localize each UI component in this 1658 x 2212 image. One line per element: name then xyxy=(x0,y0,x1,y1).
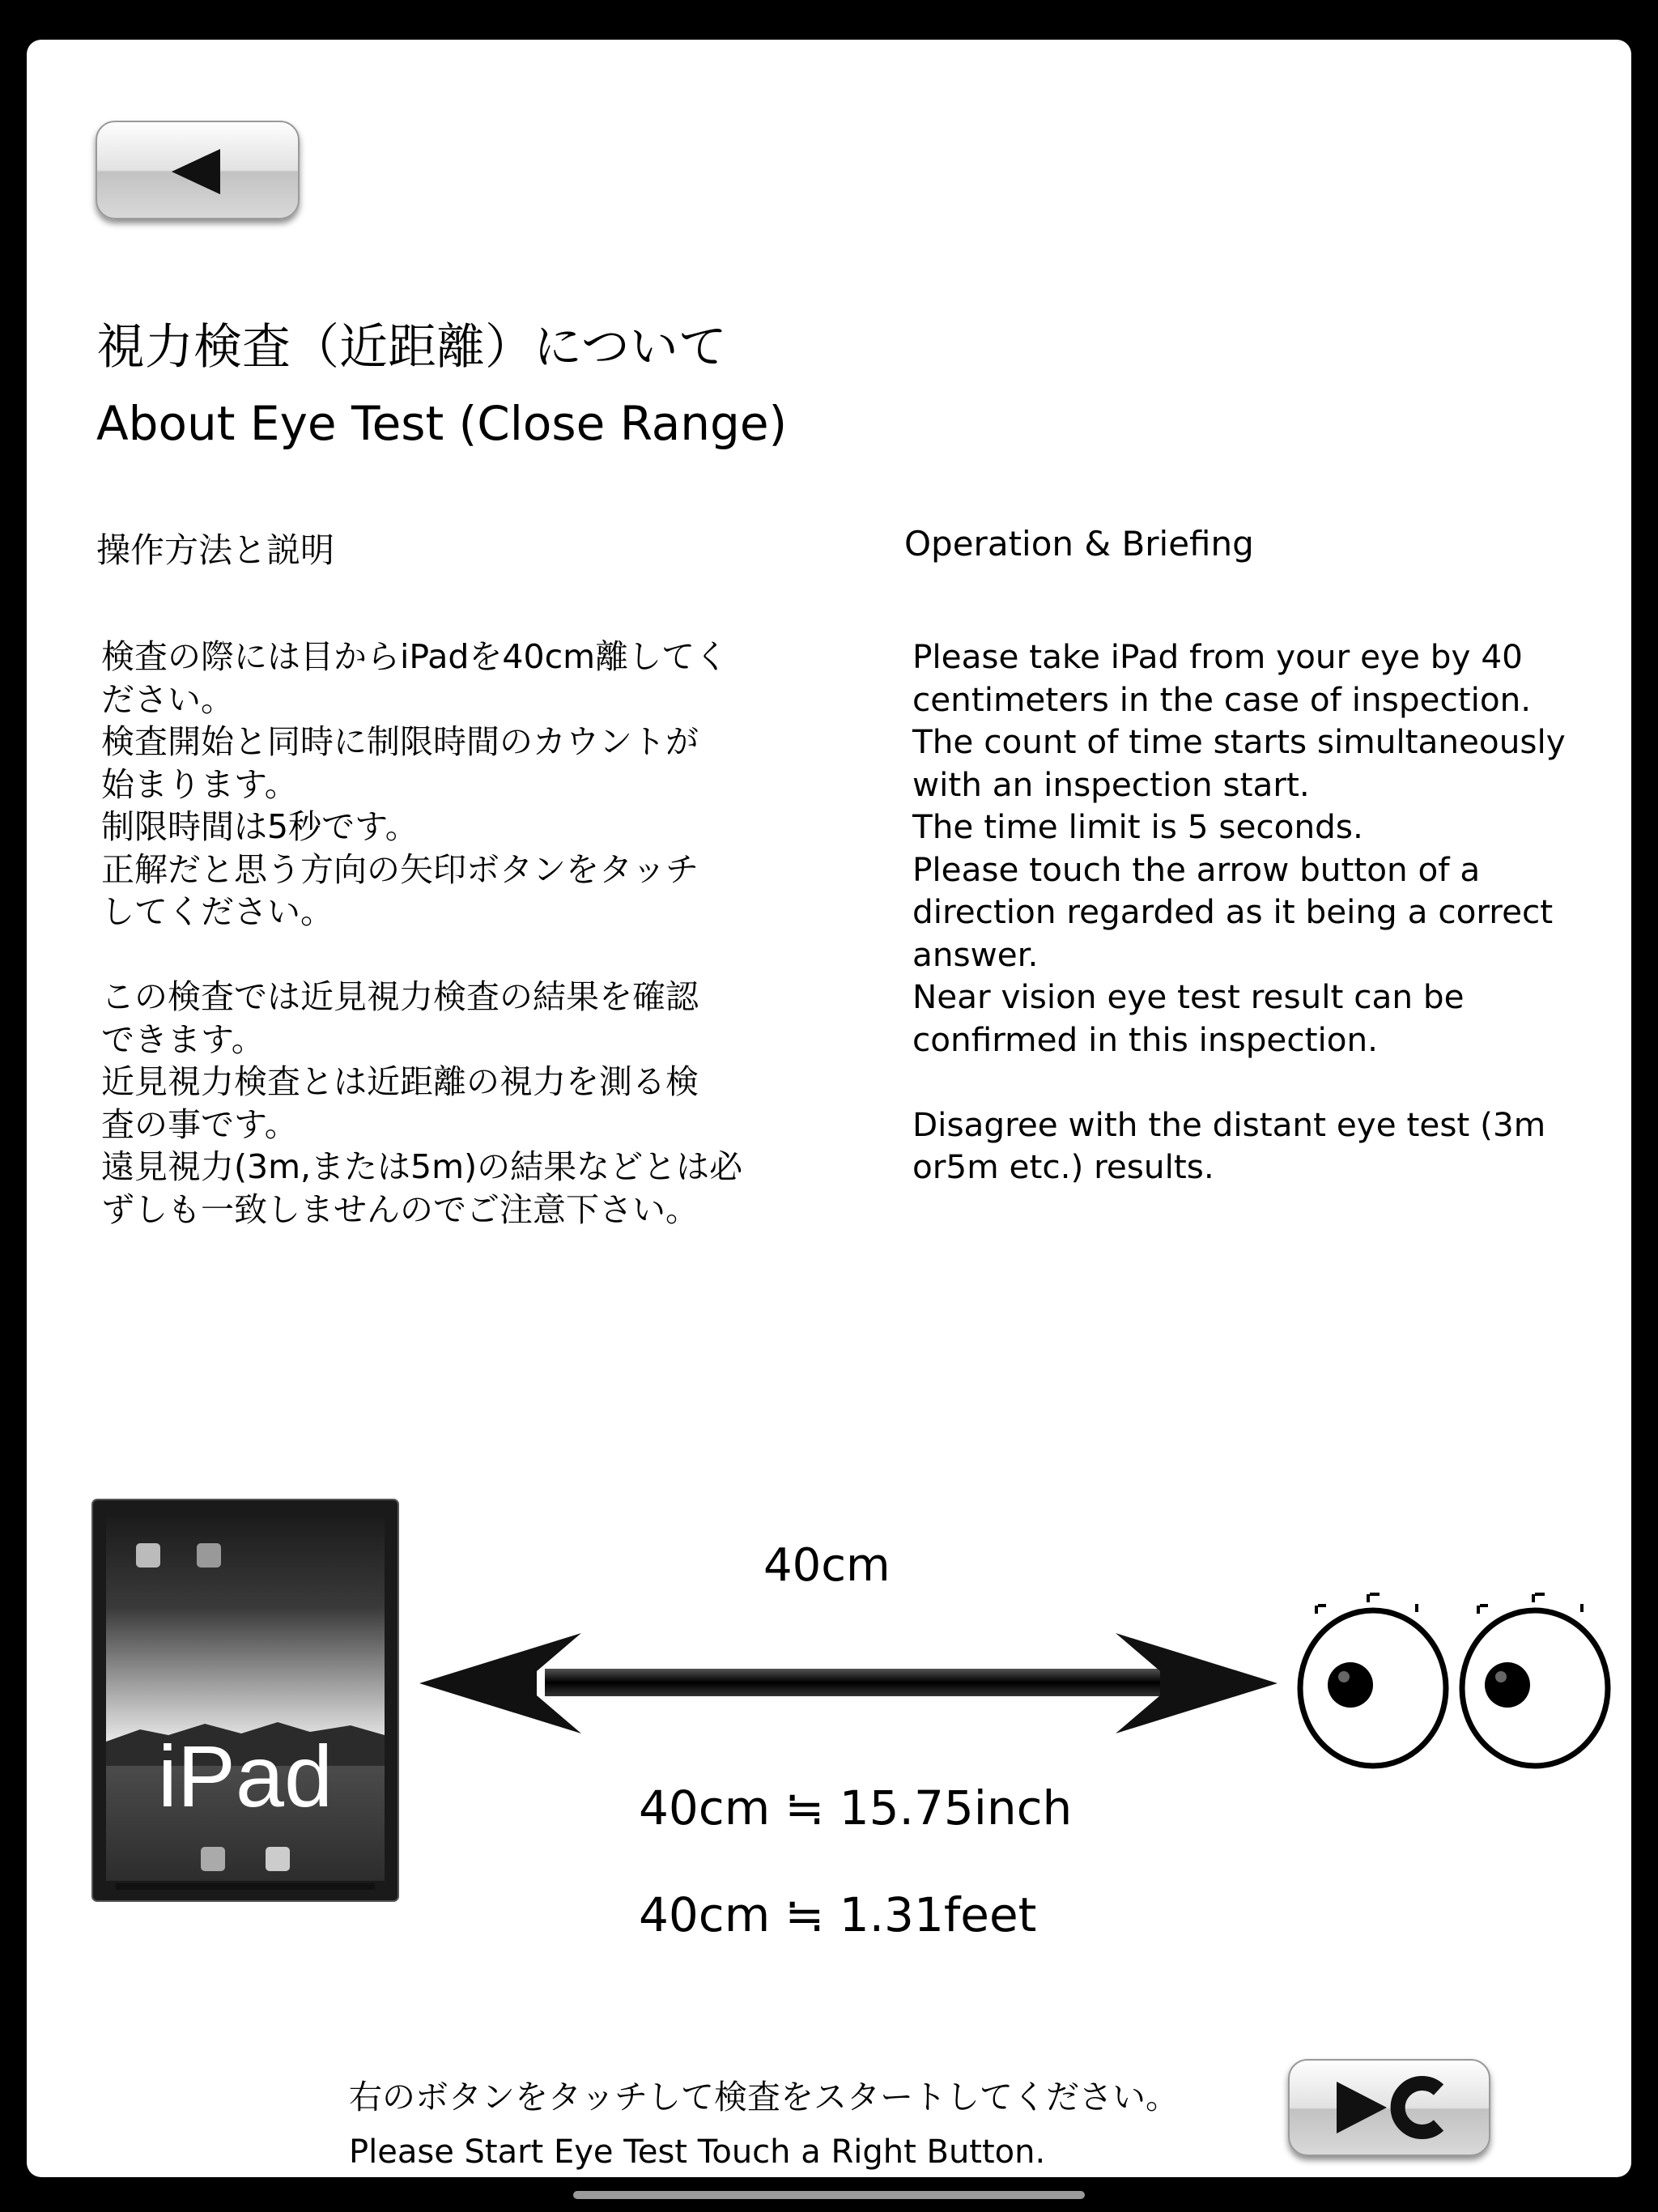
en-line: Please take iPad from your eye by 40 xyxy=(912,637,1523,676)
jp-line: 遠見視力(3m,または5m)の結果などとは必 xyxy=(101,1147,743,1186)
jp-line: 正解だと思う方向の矢印ボタンをタッチ xyxy=(101,849,699,889)
section-heading-en: Operation & Briefing xyxy=(904,524,1254,564)
distance-label: 40cm xyxy=(763,1539,891,1592)
play-c-icon xyxy=(1288,2059,1490,2156)
en-line: Near vision eye test result can be xyxy=(912,977,1465,1016)
en-line: with an inspection start. xyxy=(912,764,1310,804)
page-title-en: About Eye Test (Close Range) xyxy=(96,396,788,451)
section-heading-jp: 操作方法と説明 xyxy=(96,530,335,570)
jp-line: 制限時間は5秒です。 xyxy=(101,807,419,846)
en-line: confirmed in this inspection. xyxy=(912,1019,1379,1059)
conversion-inch: 40cm ≒ 15.75inch xyxy=(639,1780,1073,1836)
conversion-feet: 40cm ≒ 1.31feet xyxy=(639,1887,1037,1942)
jp-line xyxy=(101,934,806,976)
start-test-button[interactable] xyxy=(1288,2059,1490,2156)
en-line: answer. xyxy=(912,934,1039,974)
start-instruction-en: Please Start Eye Test Touch a Right Button. xyxy=(349,2133,1046,2171)
briefing-text-en xyxy=(912,636,1625,1189)
ipad-label: iPad xyxy=(157,1727,334,1825)
jp-line: 検査の際には目からiPadを40cm離してく xyxy=(101,637,729,676)
jp-line: できます。 xyxy=(101,1019,265,1059)
jp-line: してください。 xyxy=(101,892,334,931)
start-instruction-jp: 右のボタンをタッチして検査をスタートしてください。 xyxy=(349,2078,1179,2116)
eyes-icon xyxy=(1294,1593,1618,1771)
en-line: The time limit is 5 seconds. xyxy=(912,807,1363,846)
page-title-jp: 視力検査（近距離）について xyxy=(96,319,727,376)
jp-line: この検査では近見視力検査の結果を確認 xyxy=(101,977,699,1016)
en-line: centimeters in the case of inspection. xyxy=(912,679,1532,719)
jp-line: 検査開始と同時に制限時間のカウントが xyxy=(101,722,699,761)
ipad-device-icon xyxy=(91,1499,399,1902)
screen xyxy=(27,40,1631,2177)
en-line: Please touch the arrow button of a xyxy=(912,849,1481,889)
home-indicator[interactable] xyxy=(573,2191,1085,2199)
double-arrow-icon xyxy=(415,1627,1282,1740)
jp-line: 査の事です。 xyxy=(101,1104,298,1144)
briefing-text-jp xyxy=(101,636,806,1231)
en-line: or5m etc.) results. xyxy=(912,1147,1214,1186)
en-line: The count of time starts simultaneously xyxy=(912,722,1566,761)
en-line: Disagree with the distant eye test (3m xyxy=(912,1104,1546,1144)
jp-line: 始まります。 xyxy=(101,764,298,804)
back-triangle-icon xyxy=(172,149,220,194)
back-button[interactable] xyxy=(96,121,300,219)
jp-line: 近見視力検査とは近距離の視力を測る検 xyxy=(101,1062,699,1101)
jp-line: ださい。 xyxy=(101,679,234,719)
en-line: direction regarded as it being a correct xyxy=(912,892,1554,931)
jp-line: ずしも一致しませんのでご注意下さい。 xyxy=(101,1189,699,1229)
en-line xyxy=(912,1061,1625,1104)
